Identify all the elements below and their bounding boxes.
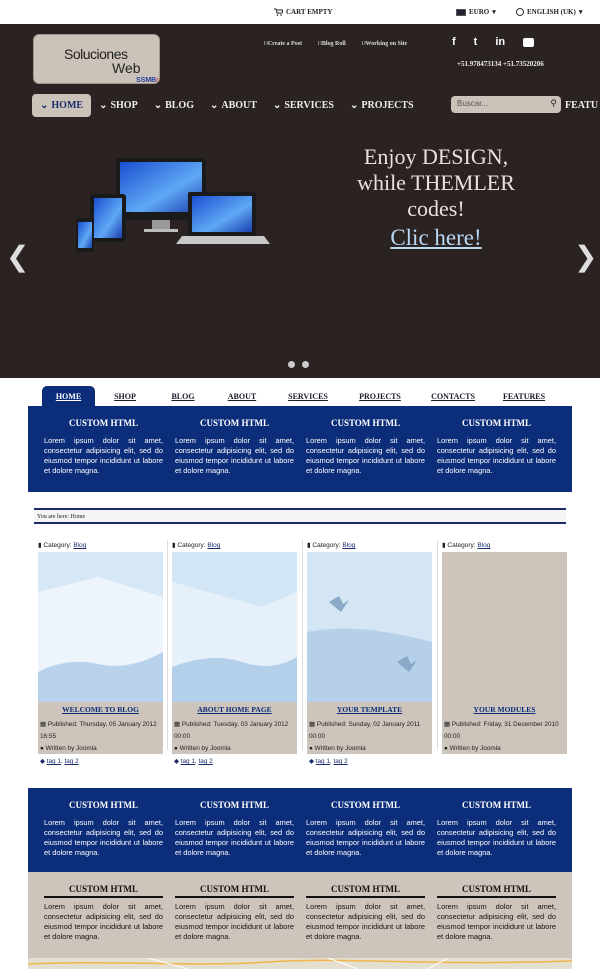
slide-line1: Enjoy DESIGN,	[363, 144, 509, 169]
youtube-icon[interactable]	[523, 38, 534, 47]
chevron-down-icon: ⌄	[209, 100, 219, 111]
chevron-down-icon: ⌄	[272, 100, 282, 111]
working-on-site-link[interactable]: ∷ Working on Site	[362, 40, 408, 47]
custom-html-block: CUSTOM HTML Lorem ipsum dolor sit amet, consectetur adipisicing elit, sed do eiusmod tempor incididunt ut labore et dolore magna.	[437, 418, 556, 475]
article-image	[442, 552, 567, 702]
chevron-down-icon: ⌄	[99, 100, 108, 111]
nav-features[interactable]: FEATU	[565, 100, 599, 111]
article-title-link[interactable]: YOUR TEMPLATE	[336, 705, 403, 714]
main-nav	[32, 94, 422, 117]
subnav-features[interactable]: FEATURES	[502, 391, 546, 401]
custom-html-block: CUSTOM HTML Lorem ipsum dolor sit amet, consectetur adipisicing elit, sed do eiusmod tempor incididunt ut labore et dolore magna.	[306, 884, 425, 941]
custom-html-block: CUSTOM HTML Lorem ipsum dolor sit amet, consectetur adipisicing elit, sed do eiusmod tempor incididunt ut labore et dolore magna.	[44, 800, 163, 857]
secondary-nav	[42, 386, 572, 406]
cart-link[interactable]	[274, 8, 333, 16]
tag-icon: ◆	[174, 758, 179, 765]
article-card: ▮ Category: Blog YOUR MODULES ▦ Published: Friday, 31 December 2010 00:00 ● Written by Joomla	[442, 538, 567, 768]
tag-link[interactable]: tag 1	[180, 758, 195, 765]
category-link[interactable]: Blog	[207, 542, 221, 549]
slide-text	[336, 144, 536, 251]
calendar-icon: ▦	[174, 721, 181, 728]
category-link[interactable]: Blog	[342, 542, 356, 549]
nav-blog[interactable]: ⌄ BLOG	[153, 100, 194, 111]
linkedin-icon[interactable]: in	[495, 36, 506, 48]
search-input[interactable]: Buscar... ⚲	[451, 96, 561, 113]
cart-icon	[274, 8, 283, 16]
caret-down-icon: ▾	[492, 8, 496, 16]
create-post-link[interactable]: ∷ Create a Post	[264, 40, 302, 47]
slider-dots	[288, 361, 309, 368]
custom-html-row-top	[28, 406, 572, 492]
subnav-about[interactable]: ABOUT	[227, 391, 257, 401]
currency-dropdown[interactable]	[456, 8, 496, 16]
logo-line2: Web	[112, 60, 141, 76]
slider-dot[interactable]	[302, 361, 309, 368]
cart-label: CART EMPTY	[286, 8, 333, 16]
tag-link[interactable]: tag 1	[315, 758, 330, 765]
article-image	[172, 552, 297, 702]
devices-illustration	[74, 156, 270, 256]
folder-icon: ▮	[172, 542, 176, 549]
article-card: ▮ Category: Blog ABOUT HOME PAGE ▦ Published: Tuesday, 03 January 2012 00:00 ● Written by Joomla ◆ tag 1, tag 2	[172, 538, 297, 768]
custom-html-block: CUSTOM HTML Lorem ipsum dolor sit amet, consectetur adipisicing elit, sed do eiusmod tempor incididunt ut labore et dolore magna.	[175, 418, 294, 475]
article-title-link[interactable]: ABOUT HOME PAGE	[197, 705, 272, 714]
article-title-link[interactable]: YOUR MODULES	[473, 705, 536, 714]
article-card: ▮ Category: Blog WELCOME TO BLOG ▦ Published: Thursday, 05 January 2012 16:55 ● Written by Joomla ◆ tag 1, tag 2	[38, 538, 163, 768]
custom-html-block: CUSTOM HTML Lorem ipsum dolor sit amet, consectetur adipisicing elit, sed do eiusmod tempor incididunt ut labore et dolore magna.	[306, 800, 425, 857]
slide-cta-link[interactable]: Clic here!	[390, 225, 482, 250]
article-title-link[interactable]: WELCOME TO BLOG	[62, 705, 139, 714]
language-label: ENGLISH (UK)	[527, 8, 576, 16]
nav-projects[interactable]: ⌄ PROJECTS	[350, 100, 414, 111]
custom-html-block: CUSTOM HTML Lorem ipsum dolor sit amet, consectetur adipisicing elit, sed do eiusmod tempor incididunt ut labore et dolore magna.	[44, 884, 163, 941]
article-tags: ◆ tag 1, tag 2	[309, 758, 348, 765]
nav-about[interactable]: ⌄ ABOUT	[209, 100, 257, 111]
subnav-shop[interactable]: SHOP	[114, 391, 136, 401]
nav-home[interactable]: ⌄ HOME	[32, 94, 91, 117]
currency-label: EURO	[469, 8, 490, 16]
folder-icon: ▮	[38, 542, 42, 549]
facebook-icon[interactable]: f	[452, 36, 456, 48]
article-image	[38, 552, 163, 702]
chevron-down-icon: ⌄	[40, 100, 49, 111]
phone-numbers: +51.978473134 +51.73520206	[457, 60, 544, 68]
euro-flag-icon	[456, 9, 466, 16]
custom-html-block: CUSTOM HTML Lorem ipsum dolor sit amet, consectetur adipisicing elit, sed do eiusmod tempor incididunt ut labore et dolore magna.	[437, 884, 556, 941]
user-icon: ●	[309, 745, 313, 752]
slider-dot[interactable]	[288, 361, 295, 368]
tag-link[interactable]: tag 1	[46, 758, 61, 765]
subnav-contacts[interactable]: CONTACTS	[431, 391, 475, 401]
user-icon: ●	[40, 745, 44, 752]
subnav-projects[interactable]: PROJECTS	[359, 391, 401, 401]
article-card: ▮ Category: Blog YOUR TEMPLATE ▦ Published: Sunday, 02 January 2011 00:00 ● Written by Joomla ◆ tag 1, tag 2	[307, 538, 432, 768]
language-dropdown[interactable]	[516, 8, 582, 16]
tag-link[interactable]: tag 2	[198, 758, 213, 765]
category-link[interactable]: Blog	[73, 542, 87, 549]
breadcrumb: You are here: Home	[34, 508, 566, 524]
site-logo[interactable]	[33, 34, 160, 84]
slider-prev-arrow[interactable]: ❮	[6, 240, 30, 273]
calendar-icon: ▦	[309, 721, 316, 728]
slide-line2: while THEMLER	[357, 170, 515, 195]
tag-icon: ◆	[309, 758, 314, 765]
social-links	[452, 36, 534, 48]
custom-html-block: CUSTOM HTML Lorem ipsum dolor sit amet, consectetur adipisicing elit, sed do eiusmod tempor incididunt ut labore et dolore magna.	[175, 800, 294, 857]
custom-html-block: CUSTOM HTML Lorem ipsum dolor sit amet, consectetur adipisicing elit, sed do eiusmod tempor incididunt ut labore et dolore magna.	[44, 418, 163, 475]
calendar-icon: ▦	[40, 721, 47, 728]
category-link[interactable]: Blog	[477, 542, 491, 549]
header-hero	[0, 24, 600, 378]
custom-html-row-bottom	[28, 788, 572, 872]
custom-html-row-footer	[28, 872, 572, 958]
chevron-down-icon: ⌄	[153, 100, 163, 111]
calendar-icon: ▦	[444, 721, 451, 728]
custom-html-block: CUSTOM HTML Lorem ipsum dolor sit amet, consectetur adipisicing elit, sed do eiusmod tempor incididunt ut labore et dolore magna.	[437, 800, 556, 857]
tag-link[interactable]: tag 2	[333, 758, 348, 765]
subnav-blog[interactable]: BLOG	[171, 391, 195, 401]
article-tags: ◆ tag 1, tag 2	[174, 758, 213, 765]
slide-line3: codes!	[407, 196, 465, 221]
user-icon: ●	[444, 745, 448, 752]
folder-icon: ▮	[442, 542, 446, 549]
user-icon: ●	[174, 745, 178, 752]
subnav-services[interactable]: SERVICES	[288, 391, 328, 401]
search-icon[interactable]: ⚲	[550, 98, 557, 108]
logo-line1: Soluciones	[64, 46, 128, 62]
globe-icon	[516, 8, 524, 16]
logo-tag: SSMBr	[136, 77, 159, 84]
subnav-home[interactable]: HOME	[42, 386, 95, 406]
chevron-down-icon: ⌄	[350, 100, 359, 111]
tag-icon: ◆	[40, 758, 45, 765]
tag-link[interactable]: tag 2	[64, 758, 79, 765]
nav-shop[interactable]: ⌄ SHOP	[99, 100, 138, 111]
top-links	[264, 40, 407, 47]
blog-roll-link[interactable]: ∷ Blog Roll	[318, 40, 346, 47]
folder-icon: ▮	[307, 542, 311, 549]
nav-services[interactable]: ⌄ SERVICES	[272, 100, 334, 111]
article-tags: ◆ tag 1, tag 2	[40, 758, 79, 765]
embedded-map[interactable]	[28, 958, 572, 969]
article-image	[307, 552, 432, 702]
slider-next-arrow[interactable]: ❯	[574, 240, 598, 273]
twitter-icon[interactable]: t	[473, 36, 478, 48]
custom-html-block: CUSTOM HTML Lorem ipsum dolor sit amet, consectetur adipisicing elit, sed do eiusmod tempor incididunt ut labore et dolore magna.	[175, 884, 294, 941]
caret-down-icon: ▾	[578, 8, 583, 16]
top-bar	[0, 0, 600, 24]
custom-html-block: CUSTOM HTML Lorem ipsum dolor sit amet, consectetur adipisicing elit, sed do eiusmod tempor incididunt ut labore et dolore magna.	[306, 418, 425, 475]
